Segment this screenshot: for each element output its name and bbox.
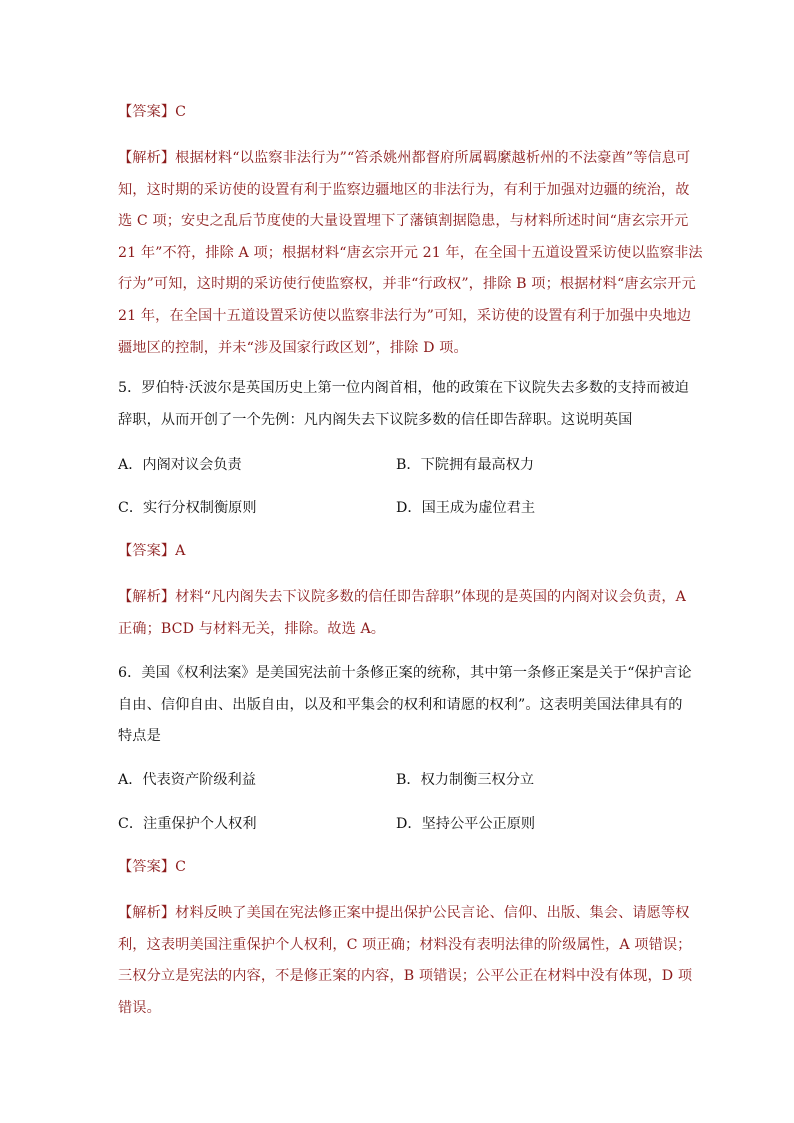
q6-answer [118, 852, 678, 884]
analysis-line: 三权分立是宪法的内容，不是修正案的内容，B 项错误；公平公正在材料中没有体现，D 项 [118, 968, 693, 985]
analysis-line: 材料“凡内阁失去下议院多数的信任即告辞职”体现的是英国的内阁对议会负责，A [175, 589, 686, 605]
q6-analysis [118, 898, 693, 1024]
q5-options-row-2 [118, 494, 678, 522]
analysis-line: 行为”可知，这时期的采访使行使监察权，并非“行政权”，排除 B 项；根据材料“唐玄宗开元 [118, 276, 696, 293]
analysis-line: 21 年”不符，排除 A 项；根据材料“唐玄宗开元 21 年，在全国十五道设置采访使以监察非法 [118, 244, 703, 261]
q4-analysis [118, 143, 703, 364]
option-c[interactable]: C．注重保护个人权利 [118, 816, 257, 832]
analysis-tag: 【解析】 [118, 150, 176, 166]
analysis-line: 根据材料“以监察非法行为”“笞杀姚州都督府所属羁縻越析州的不法豪酋”等信息可 [175, 150, 691, 166]
option-b[interactable]: B．权力制衡三权分立 [396, 772, 535, 788]
analysis-line: 错误。 [118, 999, 161, 1016]
analysis-line: 材料反映了美国在宪法修正案中提出保护公民言论、信仰、出版、集会、请愿等权 [175, 905, 690, 921]
q6-options-row-2 [118, 810, 678, 838]
analysis-line: 正确；BCD 与材料无关，排除。故选 A。 [118, 620, 386, 637]
analysis-line: 利，这表明美国注重保护个人权利，C 项正确；材料没有表明法律的阶级属性，A 项错误； [118, 936, 692, 953]
answer-tag: 【答案】 [118, 104, 176, 120]
analysis-tag: 【解析】 [118, 905, 176, 921]
q5-answer [118, 536, 678, 568]
option-b[interactable]: B．下院拥有最高权力 [396, 457, 535, 473]
q5-options-row-1 [118, 451, 678, 479]
answer-tag: 【答案】 [118, 543, 176, 559]
question-line: 辞职，从而开创了一个先例：凡内阁失去下议院多数的信任即告辞职。这说明英国 [118, 411, 633, 428]
q6-options-row-1 [118, 766, 678, 794]
analysis-line: 疆地区的控制，并未“涉及国家行政区划”，排除 D 项。 [118, 339, 468, 356]
option-a[interactable]: A．代表资产阶级利益 [118, 772, 256, 788]
option-d[interactable]: D．坚持公平公正原则 [396, 816, 536, 832]
q6-question [118, 658, 692, 753]
option-a[interactable]: A．内阁对议会负责 [118, 457, 242, 473]
q5-analysis [118, 582, 686, 645]
analysis-line: 选 C 项；安史之乱后节度使的大量设置埋下了藩镇割据隐患，与材料所述时间“唐玄宗开元 [118, 213, 689, 230]
question-line: 6．美国《权利法案》是美国宪法前十条修正案的统称，其中第一条修正案是关于“保护言论 [118, 665, 692, 681]
q5-question [118, 373, 689, 436]
analysis-line: 知，这时期的采访使的设置有利于监察边疆地区的非法行为，有利于加强对边疆的统治，故 [118, 181, 690, 198]
answer-tag: 【答案】 [118, 859, 176, 875]
option-d[interactable]: D．国王成为虚位君主 [396, 500, 536, 516]
analysis-tag: 【解析】 [118, 589, 176, 605]
answer-value: C [175, 859, 187, 875]
q4-answer [118, 97, 678, 129]
analysis-line: 21 年，在全国十五道设置采访使以监察非法行为”可知，采访使的设置有利于加强中央地边 [118, 307, 692, 324]
answer-value: C [175, 104, 187, 120]
option-c[interactable]: C．实行分权制衡原则 [118, 500, 257, 516]
question-line: 自由、信仰自由、出版自由，以及和平集会的权利和请愿的权利”。这表明美国法律具有的 [118, 696, 683, 713]
question-line: 特点是 [118, 728, 161, 745]
question-line: 5．罗伯特·沃波尔是英国历史上第一位内阁首相，他的政策在下议院失去多数的支持而被迫 [118, 380, 689, 396]
answer-value: A [175, 543, 186, 559]
